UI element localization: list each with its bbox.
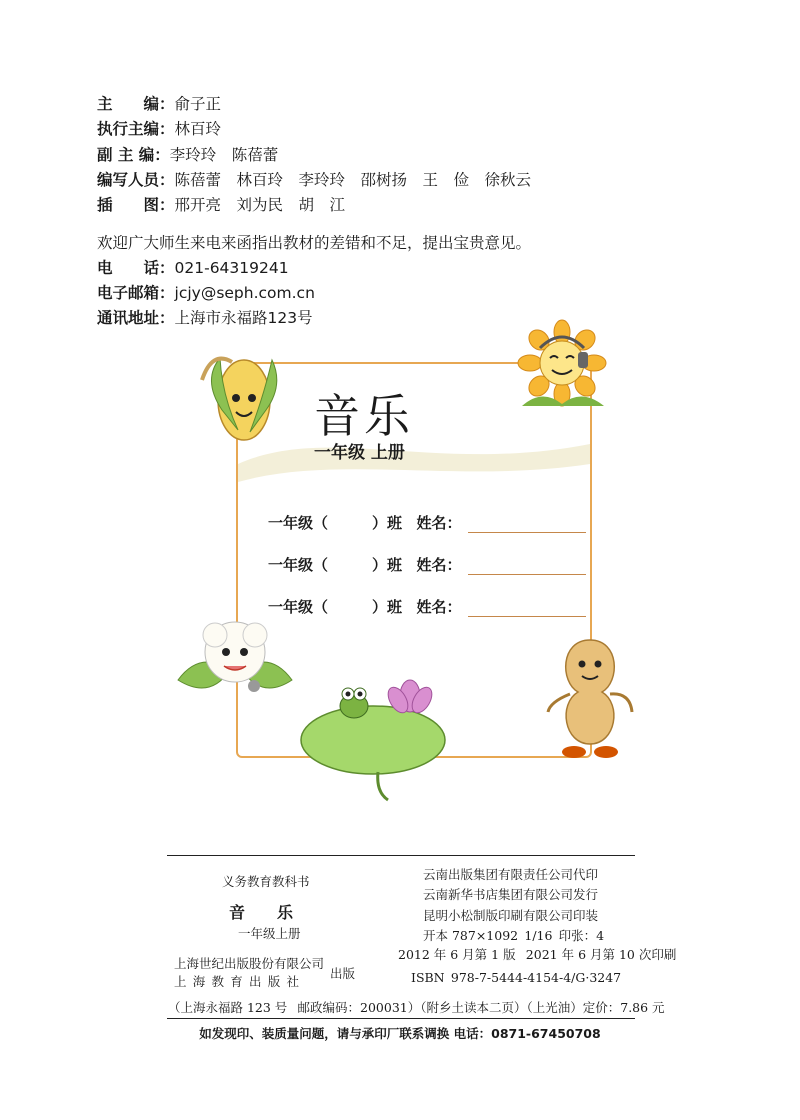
credit-value: 陈蓓蕾 林百玲 李玲玲 邵树扬 王 俭 徐秋云 xyxy=(174,171,532,189)
class-label: ）班 xyxy=(372,514,403,532)
name-row xyxy=(268,512,586,533)
quality-footer: 如发现印、装质量问题，请与承印厂联系调换 电话：0871-67450708 xyxy=(199,1026,601,1041)
name-label: 姓名： xyxy=(416,514,462,532)
publisher-line-2: 上 海 教 育 出 版 社 xyxy=(174,974,300,989)
credit-label: 副 主 编： xyxy=(97,146,170,164)
name-label: 姓名： xyxy=(416,556,462,574)
frog-lotus-illustration xyxy=(298,672,448,802)
colophon-top-rule xyxy=(167,855,635,856)
series-title: 义务教育教科书 xyxy=(222,874,310,889)
grade-label: 一年级（ xyxy=(268,556,329,574)
publisher-line-1: 上海世纪出版股份有限公司 xyxy=(174,956,325,971)
name-row xyxy=(268,554,586,575)
corn-illustration xyxy=(192,340,292,450)
name-field[interactable] xyxy=(468,556,586,575)
name-row xyxy=(268,596,586,617)
printed-for: 云南出版集团有限责任公司代印 xyxy=(423,867,599,882)
cauliflower-illustration xyxy=(170,610,300,720)
address-line xyxy=(97,308,313,328)
colophon-address: （上海永福路 123 号 邮政编码：200031）（附乡土读本二页）（上光油）定价：7.86 元 xyxy=(168,1000,665,1015)
phone-value: 021-64319241 xyxy=(174,259,289,277)
address-label: 通讯地址： xyxy=(97,309,175,327)
credit-value: 俞子正 xyxy=(174,95,222,113)
credit-label: 执行主编： xyxy=(97,120,175,138)
isbn-line: ISBN 978-7-5444-4154-4/G·3247 xyxy=(411,970,622,985)
credit-label: 插 图： xyxy=(97,196,175,214)
credit-line-illustrators xyxy=(97,195,345,215)
credit-label: 编写人员： xyxy=(97,171,175,189)
email-value: jcjy@seph.com.cn xyxy=(174,284,315,302)
printer: 昆明小松制版印刷有限公司印装 xyxy=(423,908,599,923)
publish-word: 出版 xyxy=(330,966,356,981)
credit-line-deputy xyxy=(97,145,278,165)
format-line: 开本 787×1092 1/16 印张：4 xyxy=(423,928,605,943)
peanut-illustration xyxy=(540,632,640,762)
credit-label: 主 编： xyxy=(97,95,175,113)
volume-label: 一年级上册 xyxy=(238,926,301,941)
book-title: 音 乐 xyxy=(229,903,294,922)
credit-value: 李玲玲 陈蓓蕾 xyxy=(169,146,279,164)
credit-value: 邢开亮 刘为民 胡 江 xyxy=(174,196,346,214)
email-line xyxy=(97,283,315,303)
sunflower-illustration xyxy=(512,318,612,413)
colophon-bottom-rule xyxy=(167,1018,635,1019)
grade-label: 一年级（ xyxy=(268,598,329,616)
card-subtitle: 一年级 上册 xyxy=(314,443,405,463)
name-field[interactable] xyxy=(468,598,586,617)
name-field[interactable] xyxy=(468,514,586,533)
email-label: 电子邮箱： xyxy=(97,284,175,302)
class-label: ）班 xyxy=(372,556,403,574)
phone-label: 电 话： xyxy=(97,259,175,277)
phone-line xyxy=(97,258,289,278)
edition-line: 2012 年 6 月第 1 版 2021 年 6 月第 10 次印刷 xyxy=(398,947,677,962)
credit-line-exec-editor xyxy=(97,119,221,139)
card-title: 音乐 xyxy=(314,389,414,443)
welcome-text: 欢迎广大师生来电来函指出教材的差错和不足，提出宝贵意见。 xyxy=(97,234,532,252)
credit-line-editor xyxy=(97,94,221,114)
name-label: 姓名： xyxy=(416,598,462,616)
address-value: 上海市永福路123号 xyxy=(174,309,313,327)
credit-value: 林百玲 xyxy=(174,120,222,138)
grade-label: 一年级（ xyxy=(268,514,329,532)
class-label: ）班 xyxy=(372,598,403,616)
credit-line-writers xyxy=(97,170,531,190)
distributor: 云南新华书店集团有限公司发行 xyxy=(423,887,599,902)
